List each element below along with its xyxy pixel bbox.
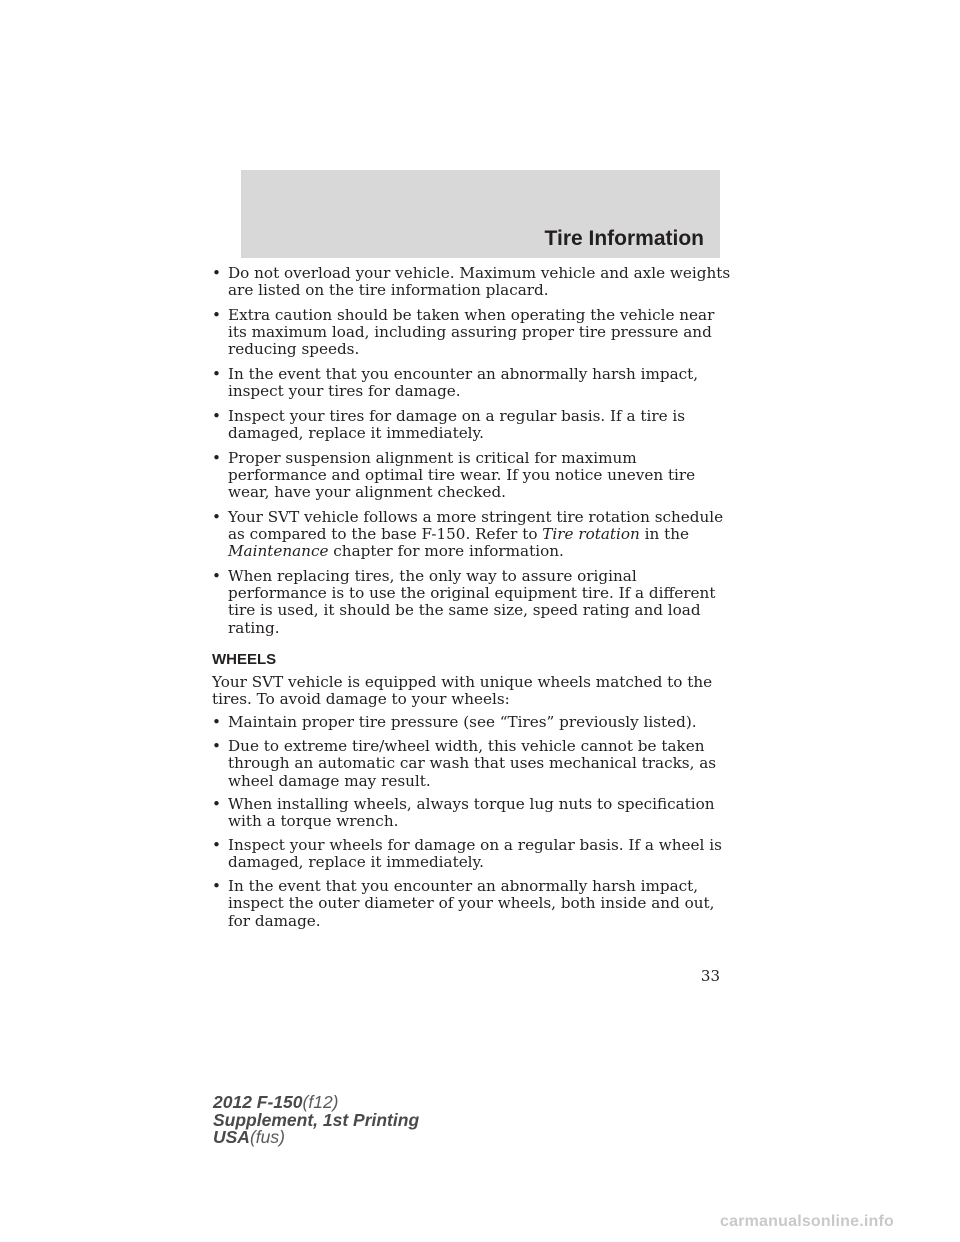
wheels-bullet-list [212, 714, 732, 929]
rotation-text-3: chapter for more information. [328, 542, 564, 561]
list-item: • Inspect your tires for damage on a regular basis. If a tire is damaged, replace it immediately. [212, 408, 732, 442]
section-header-band [241, 170, 720, 258]
list-item [212, 509, 732, 561]
wheels-intro: Your SVT vehicle is equipped with unique wheels matched to the tires. To avoid damage to your wheels: [212, 673, 713, 709]
document-footer [213, 1094, 419, 1147]
page-content [212, 265, 732, 936]
footer-market-code: (fus) [249, 1127, 285, 1147]
list-item: • When installing wheels, always torque lug nuts to specification with a torque wrench. [212, 796, 732, 830]
rotation-text-2: in the [639, 525, 689, 544]
footer-market: USA [213, 1127, 250, 1147]
list-item: • In the event that you encounter an abnormally harsh impact, inspect your tires for damage. [212, 366, 732, 400]
tire-bullet-list [212, 265, 732, 637]
list-item: • Do not overload your vehicle. Maximum vehicle and axle weights are listed on the tire information placard. [212, 265, 732, 299]
footer-model: 2012 F-150 [213, 1092, 303, 1112]
page-number: 33 [700, 967, 720, 985]
list-item: • When replacing tires, the only way to assure original performance is to use the original equipment tire. If a different tire is used, it should be the same size, speed rating and load rating. [212, 568, 732, 637]
list-item: • Due to extreme tire/wheel width, this vehicle cannot be taken through an automatic car wash that uses mechanical tracks, as wheel damage may result. [212, 738, 732, 790]
watermark: carmanualsonline.info [720, 1213, 895, 1230]
footer-model-code: (f12) [302, 1092, 339, 1112]
list-item: • Maintain proper tire pressure (see “Tires” previously listed). [212, 714, 732, 731]
list-item: • In the event that you encounter an abnormally harsh impact, inspect the outer diameter of your wheels, both inside and out, for damage. [212, 878, 732, 930]
list-item: • Inspect your wheels for damage on a regular basis. If a wheel is damaged, replace it immediately. [212, 837, 732, 871]
rotation-text-1: Your SVT vehicle follows a more stringent tire rotation schedule as compared to the base F-150. Refer to [228, 507, 724, 544]
section-title: Tire Information [544, 227, 704, 250]
list-item: • Proper suspension alignment is critical for maximum performance and optimal tire wear. If you notice uneven tire wear, have your alignment checked. [212, 450, 732, 502]
tire-rotation-reference: Tire rotation [542, 525, 640, 544]
footer-edition: Supplement, 1st Printing [213, 1109, 420, 1130]
list-item: • Extra caution should be taken when operating the vehicle near its maximum load, including assuring proper tire pressure and reducing speeds. [212, 307, 732, 359]
footer-line-market [213, 1129, 419, 1147]
wheels-heading: WHEELS [212, 650, 277, 668]
maintenance-chapter-reference: Maintenance [228, 542, 329, 561]
